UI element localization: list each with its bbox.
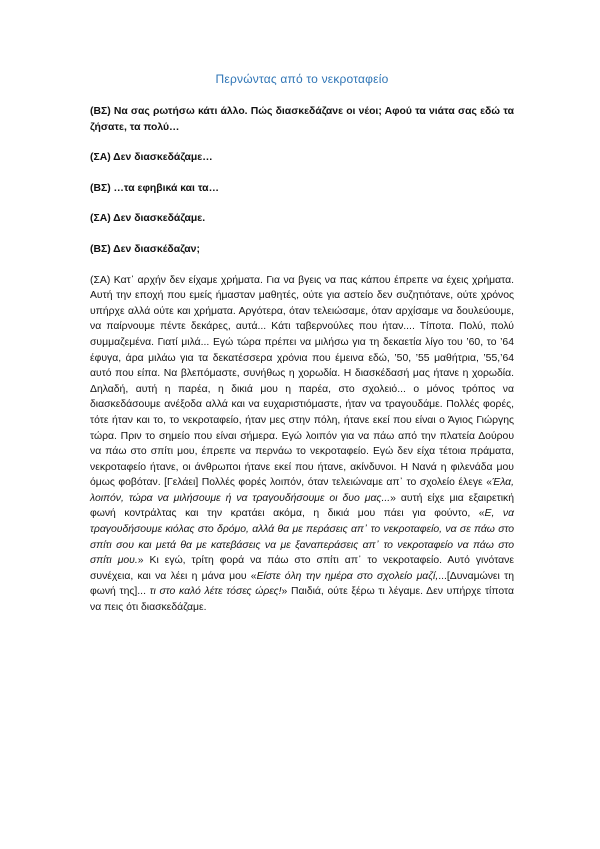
answer-text-1: (ΣΑ) Κατ᾽ αρχήν δεν είχαμε χρήματα. Για να βγεις να πας κάπου έπρεπε να έχεις χρήματα. Αυτή την εποχή που εμείς ήμασταν μαθητές, ούτε για αστείο δεν συζητιότανε, ούτε χρόνος υπήρχε αλλά ούτε και χρήματα. Αργότερα, όταν τελειώσαμε, όταν αρχίσαμε να δουλεύουμε, να παίρνουμε πέντε δεκάρες, αυτά... Κάτι ταβερνούλες που ήταν.... Τίποτα. Πολύ, πολύ συμμαζεμένα. Γιατί μιλά... Εγώ τώρα πρέπει να μιλήσω για τη δεκαετία λίγο του ’60, το ’64 έφυγα, άρα μιλάω για τα δεκατέσσερα χρόνια που έμεινα εδώ, ’50, ’55 μαθήτρια, ’55,’64 αυτό που είπα. Να βλεπόμαστε, συνήθως η χορωδία. Η διασκέδασή μας ήτανε η χορωδία. Δηλαδή, αυτή η παρέα, η δικιά μου η παρέα, στο σχολειό... ο μόνος τρόπος να διασκεδάσουμε ανέξοδα αλλά και να ευχαριστιόμαστε, ήταν να τραγουδάμε. Πολλές φορές, τότε ήταν και το, το νεκροταφείο, ήταν μες στην πόλη, ήτανε εκεί που είναι ο Άγιος Γιώργης τώρα. Πριν το σημείο που είναι σήμερα. Εγώ λοιπόν για να πάω από την πλατεία Δούρου να πάω στο σπίτι μου, έπρεπε να περνάω το νεκροταφείο. Εγώ δεν είχα τέτοια πράματα, νεκροταφείο ήτανε, οι άνθρωποι ήτανε εκεί που ήτανε, ακίνδυνοι. Η Νανά η φιλενάδα μου όμως φοβόταν. [Γελάει] Πολλές φορές λοιπόν, όταν τελειώναμε απ᾽ το σχολείο έλεγε « [90,274,514,489]
answer-text-2: » αυτή είχε μια εξαιρετική φωνή κοντράλτας και την κρατάει ακόμα, η δικιά μου πάει για φούντο, « [90,492,515,520]
answer-text-5: » Παιδιά, ούτε ξέρω τι λέγαμε. Δεν υπήρχε τίποτα να πεις ότι διασκεδάζαμε. [90,586,514,614]
quote-mother-1: Είστε όλη την ημέρα στο σχολείο μαζί, [256,570,439,582]
quote-mother-2: τι στο καλό λέτε τόσες ώρες! [149,586,282,598]
paragraph-question-2: (ΒΣ) …τα εφηβικά και τα… [90,182,219,194]
answer-text-3: » Κι εγώ, τρίτη φορά να πάω στο σπίτι απ᾽ το νεκροταφείο. Αυτό γινότανε συνέχεια, και να λέει η μάνα μου « [90,555,514,582]
paragraph-answer-2: (ΣΑ) Δεν διασκεδάζαμε. [90,213,206,225]
paragraph-question-1: (ΒΣ) Να σας ρωτήσω κάτι άλλο. Πώς διασκεδάζανε οι νέοι; Αφού τα νιάτα σας εδώ τα ζήσατε, τα πολύ… [90,106,514,133]
paragraph-answer-1: (ΣΑ) Δεν διασκεδάζαμε… [90,152,213,164]
document-title: Περνώντας από το νεκροταφείο [215,72,389,86]
paragraph-answer-long [90,273,514,616]
document-page [90,72,514,631]
quote-nana-1: Έλα, λοιπόν, τώρα να μιλήσουμε ή να τραγουδήσουμε οι δυο μας... [90,477,514,504]
quote-narrator: Ε, να τραγουδήσουμε κιόλας στο δρόμο, αλλά θα με περάσεις απ᾽ το νεκροταφείο, να σε πάω στο σπίτι σου και μετά θα με κατεβάσεις να με ξαναπεράσεις απ᾽ το νεκροταφείο να πάω στο σπίτι μου. [90,508,514,567]
answer-text-4: ...[Δυναμώνει τη φωνή της]... [90,570,514,598]
paragraph-question-3: (ΒΣ) Δεν διασκέδαζαν; [90,243,200,255]
